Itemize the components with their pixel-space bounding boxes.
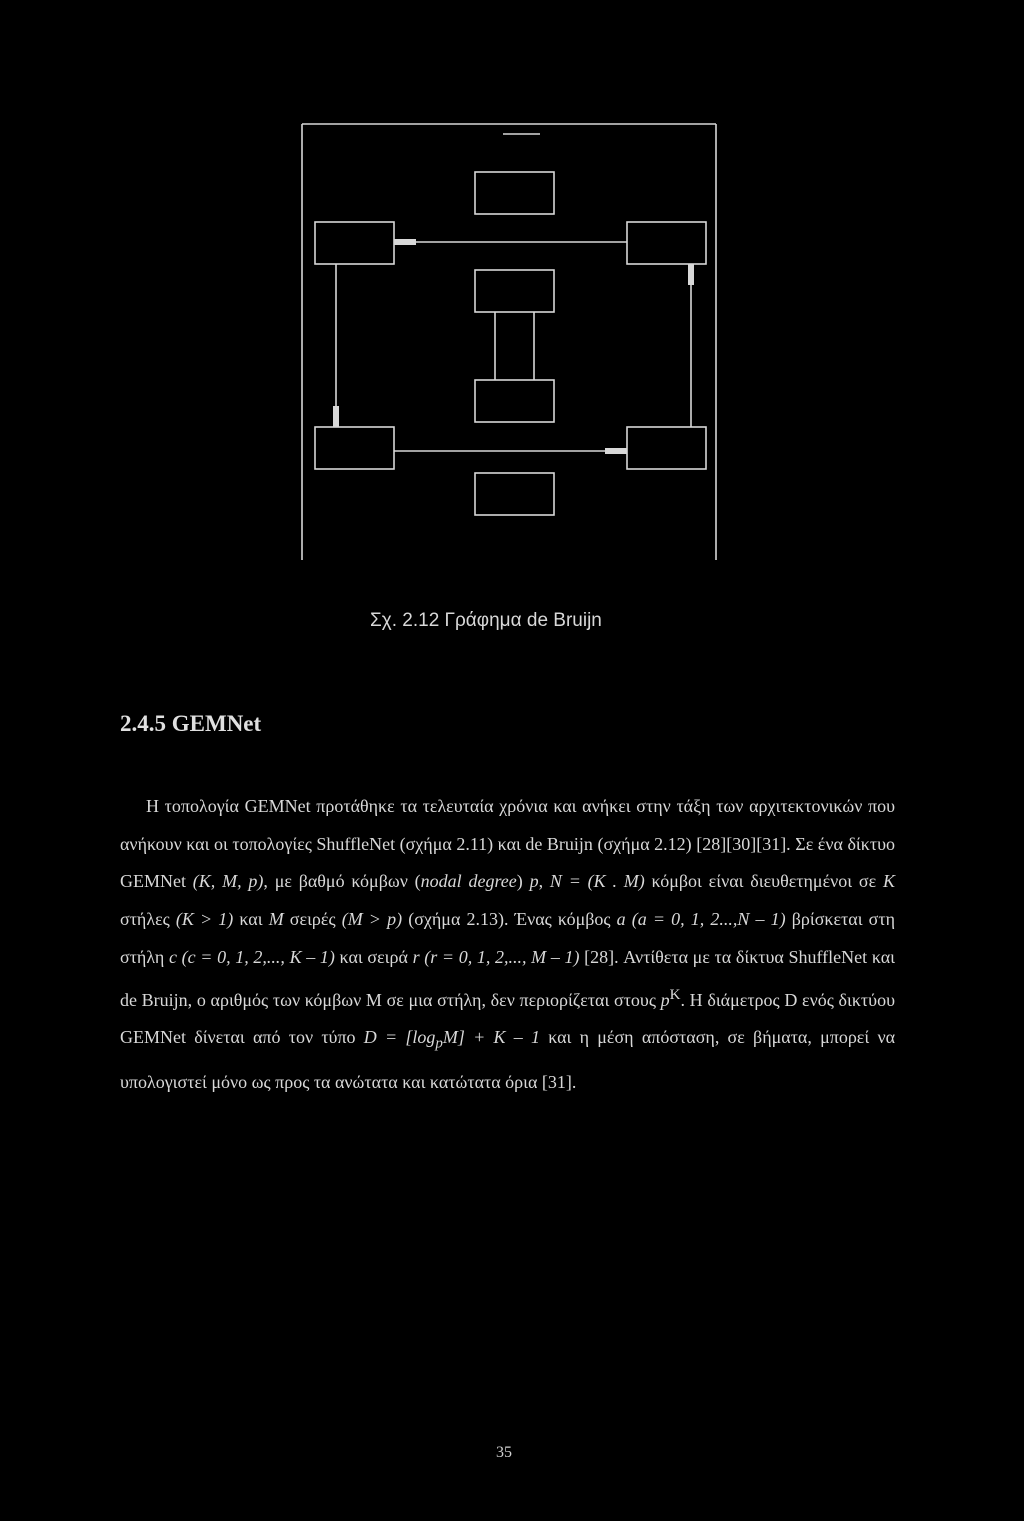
arrowhead-lower-right [605,448,627,454]
node-right-lower [627,427,706,469]
arrowhead-left-lower [333,406,339,427]
node-center-lower [475,380,554,422]
figure-caption: Σχ. 2.12 Γράφημα de Bruijn [370,610,602,631]
node-top [475,172,554,214]
node-right-upper [627,222,706,264]
node-bottom [475,473,554,515]
node-center-upper [475,270,554,312]
node-left-lower [315,427,394,469]
de-bruijn-diagram [0,0,1024,600]
node-left-upper [315,222,394,264]
section-heading: 2.4.5 GEMNet [120,711,262,736]
arrowhead-right-upper [688,264,694,285]
body-paragraph: Η τοπολογία GEMNet προτάθηκε τα τελευταία χρόνια και ανήκει στην τάξη των αρχιτεκτονικών που ανήκουν και οι τοπολογίες ShuffleNet (σχήμα 2.11) και de Bruijn (σχήμα 2.12) [28][30][31]. Σε ένα δίκτυο GEMNet (K, M, p), με βαθμό κόμβων (nodal degree) p, N = (K . M) κόμβοι είναι διευθετημένοι σε K στήλες (K > 1) και M σειρές (M > p) (σχήμα 2.13). Ένας κόμβος a (a = 0, 1, 2...,N – 1) βρίσκεται στη στήλη c (c = 0, 1, 2,..., K – 1) και σειρά r (r = 0, 1, 2,..., M – 1) [28]. Αντίθετα με τα δίκτυα ShuffleNet και de Bruijn, ο αριθμός των κόμβων M σε μια στήλη, δεν περιορίζεται στους $p^K$. Η διάμετρος D ενός δικτύου GEMNet δίνεται από τον τύπο $D = [\log_pM] + K - 1$ και η μέση απόσταση, σε βήματα, μπορεί να υπολογιστεί μόνο ως προς τα ανώτατα και κατώτατα όρια [31]. [120,796,896,1092]
page-number: 35 [496,1444,512,1461]
arrowhead-upper-left [394,239,416,245]
